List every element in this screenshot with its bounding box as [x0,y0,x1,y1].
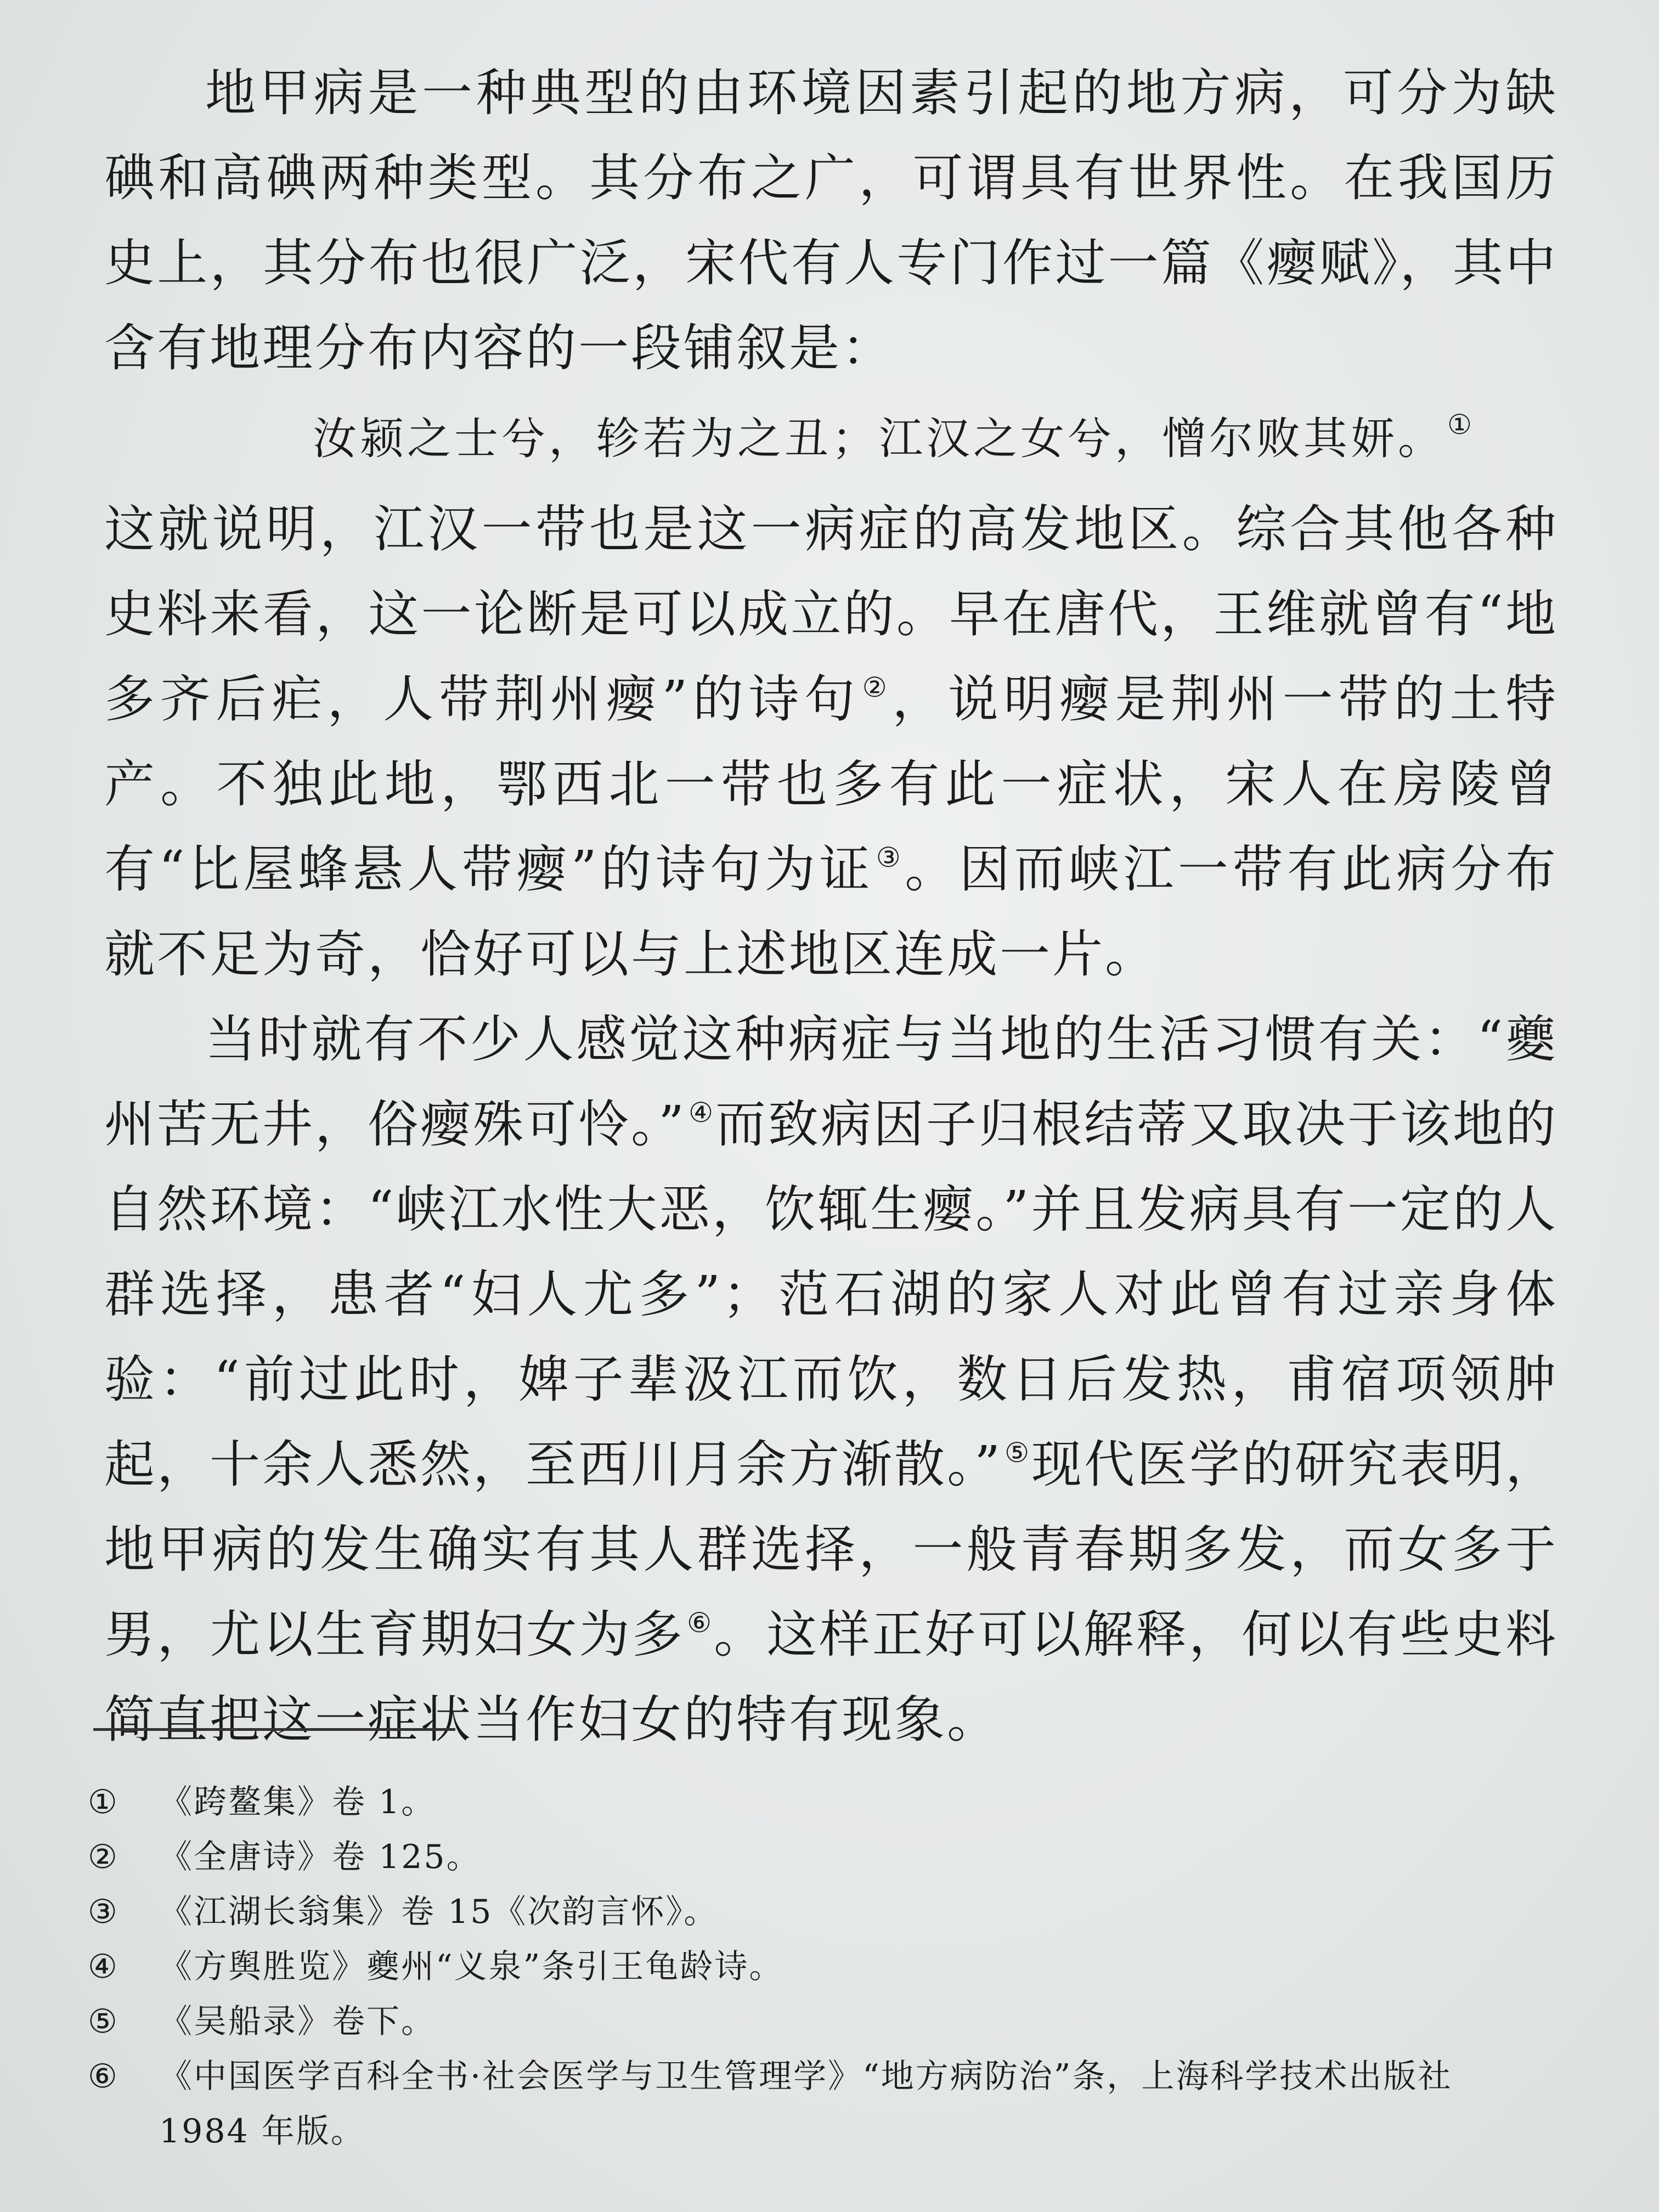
footnote-mark: ⑥ [88,2057,119,2096]
footnote-ref-2: ② [862,672,893,703]
body-text [104,50,1558,1762]
footnote-mark: ⑤ [88,2002,119,2041]
footnote-ref-5: ⑤ [1005,1437,1031,1469]
footnote-text: 《方舆胜览》夔州“义泉”条引王龟龄诗。 [159,1948,784,1986]
footnotes [88,1775,1569,2159]
paragraph-2-text-b: ，说明瘿是荆州一带的土特产。不独此地，鄂西北一带也多有此一症状，宋人在房陵曾有“比屋蜂悬人带瘿”的诗句为证 [104,670,1558,899]
paragraph-3 [104,997,1558,1762]
paragraph-3-text-b: 而致病因子归根结蒂又取决于该地的自然环境：“峡江水性大恶，饮辄生瘿。”并且发病具有一定的人群选择，患者“妇人尤多”；范石湖的家人对此曾有过亲身体验：“前过此时，婢子辈汲江而饮，数日后发热，甫宿项领肿起，十余人悉然，至西川月余方渐散。” [104,1095,1558,1494]
footnote-item [88,1775,1569,1830]
paragraph-2-text-a: 这就说明，江汉一带也是这一病症的高发地区。综合其他各种史料来看，这一论断是可以成立的。早在唐代，王维就曾有“地多齐后疟，人带荆州瘿”的诗句 [104,500,1558,729]
footnote-item [88,1884,1569,1939]
footnote-continuation: 1984 年版。 [159,2112,365,2151]
verse-quote [104,391,1558,487]
footnote-item [88,1994,1569,2049]
footnote-ref-3: ③ [876,842,905,873]
footnote-item [88,1939,1569,1994]
footnote-divider [93,1728,455,1731]
footnote-text: 《跨鳌集》卷 1。 [159,1783,436,1821]
footnote-item [88,2049,1569,2104]
paragraph-1 [104,50,1558,391]
paragraph-2 [104,487,1558,997]
footnote-ref-6: ⑥ [687,1607,714,1639]
footnote-ref-1: ① [1447,409,1475,441]
paragraph-3-text-c: 现代医学的研究表明，地甲病的发生确实有其人群选择，一般青春期多发，而女多于男，尤以生育期妇女为多 [104,1435,1558,1664]
footnote-text: 《吴船录》卷下。 [159,2002,436,2041]
footnote-ref-4: ④ [689,1097,715,1128]
footnote-mark: ④ [88,1948,119,1986]
footnote-mark: ① [88,1783,119,1821]
footnote-text: 《全唐诗》卷 125。 [159,1838,481,1876]
paragraph-1-text: 地甲病是一种典型的由环境因素引起的地方病，可分为缺碘和高碘两种类型。其分布之广，可谓具有世界性。在我国历史上，其分布也很广泛，宋代有人专门作过一篇《瘿赋》，其中含有地理分布内容的一段铺叙是： [104,64,1558,377]
footnote-mark: ② [88,1838,119,1876]
paragraph-3-text-d: 。这样正好可以解释，何以有些史料简直把这一症状当作妇女的特有现象。 [104,1605,1558,1749]
footnote-text: 《中国医学百科全书·社会医学与卫生管理学》“地方病防治”条，上海科学技术出版社 [159,2057,1453,2096]
paragraph-3-text-a: 当时就有不少人感觉这种病症与当地的生活习惯有关：“夔州苦无井，俗瘿殊可怜。” [104,1010,1558,1154]
footnote-text: 《江湖长翁集》卷 15《次韵言怀》。 [159,1893,719,1931]
footnote-item [88,1830,1569,1884]
footnote-mark: ③ [88,1893,119,1931]
paragraph-2-text-c: 。因而峡江一带有此病分布就不足为奇，恰好可以与上述地区连成一片。 [104,840,1558,984]
verse-quote-text: 汝颍之士兮，轸若为之丑；江汉之女兮，憎尔败其妍。 [313,413,1445,464]
